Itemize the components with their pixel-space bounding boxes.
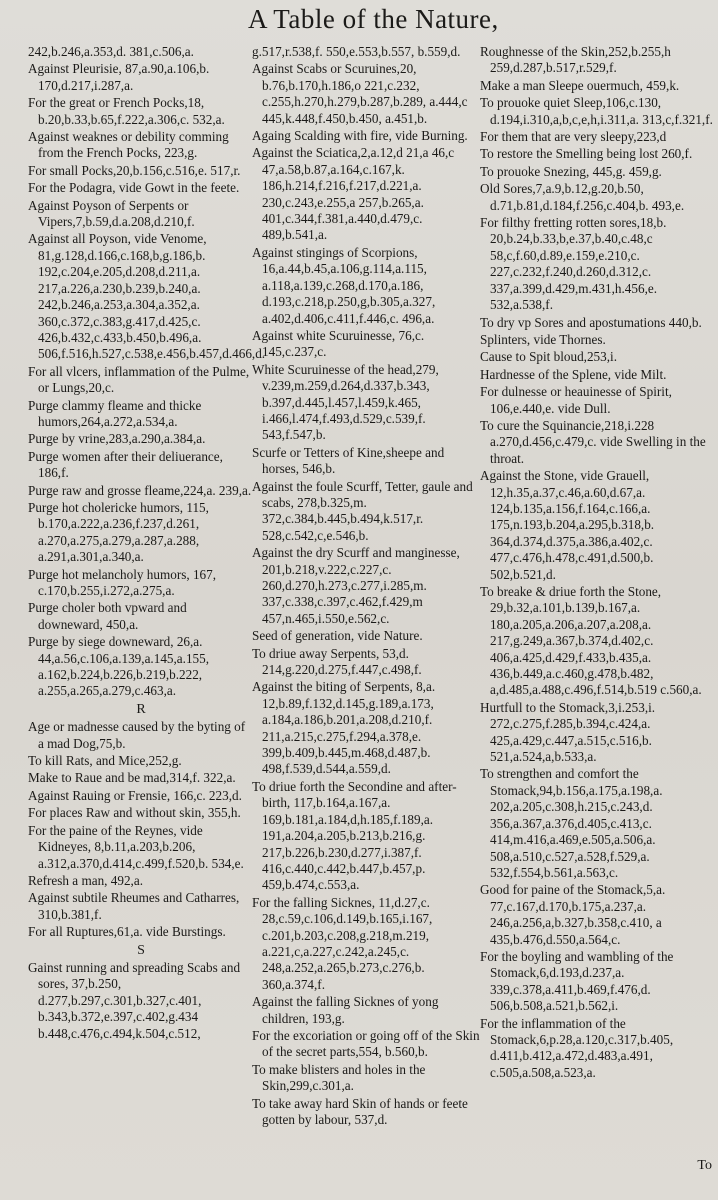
index-column-2 [252, 44, 482, 1129]
index-entry: To prouoke Snezing, 445,g. 459,g. [480, 163, 662, 179]
index-entry: For the great or French Pocks,18, b.20,b.33,b.65,f.222,a.306,c. 532,a. [28, 95, 225, 127]
index-entry: For small Pocks,20,b.156,c.516,e. 517,r. [28, 162, 241, 178]
index-entry: Againg Scalding with fire, vide Burning. [252, 128, 468, 144]
index-entry: Purge raw and grosse fleame,224,a. 239,a. [28, 482, 252, 498]
index-entry: Hardnesse of the Splene, vide Milt. [480, 366, 667, 382]
index-entry: For dulnesse or heauinesse of Spirit, 106,e.440,e. vide Dull. [480, 384, 672, 416]
index-entry: Make a man Sleepe ouermuch, 459,k. [480, 77, 680, 93]
index-entry: Roughnesse of the Skin,252,b.255,h 259,d.287,b.517,r.529,f. [480, 44, 671, 76]
index-entry: For all vlcers, inflammation of the Pulme, or Lungs,20,c. [28, 363, 250, 396]
index-entry: Purge women after their deliuerance, 186,f. [28, 448, 223, 481]
index-entry: For the inflammation of the Stomack,6,p.28,a.120,c.317,b.405, d.411,b.412,a.472,d.483,a.491, c.505,a.508,a.523,a. [480, 1015, 674, 1080]
index-entry: Purge choler both vpward and downeward, 450,a. [28, 600, 187, 632]
index-entry: For the paine of the Reynes, vide Kidneyes, 8,b.11,a.203,b.206, a.312,a.370,d.414,c.499,f.520,b. 534,e. [28, 822, 244, 871]
index-entry: Make to Raue and be mad,314,f. 322,a. [28, 770, 236, 786]
index-entry: To strengthen and comfort the Stomack,94,b.156,a.175,a.198,a. 202,a.205,c.308,h.215,c.243,d. 356,a.367,a.376,d.405,c.413,c. 414,m.416,a.469,e.505,a.506,a. 508,a.510,c.527,a.528,f.529,a. 532,f.554,b.561,a.563,c. [480, 766, 663, 880]
index-entry: To prouoke quiet Sleep,106,c.130, d.194,i.310,a,b,c,e,h,i.311,a. 313,c,f.321,f. [480, 95, 713, 127]
index-entry: Purge hot cholericke humors, 115, b.170,a.222,a.236,f.237,d.261, a.270,a.275,a.279,a.287,a.288, a.291,a.301,a.340,a. [28, 499, 209, 565]
section-letter: S [137, 942, 145, 958]
index-entry: Against Scabs or Scuruines,20, b.76,b.170,h.186,o 221,c.232, c.255,h.270,h.279,b.287,b.289, a.444,c 445,k.448,f.450,b.450, a.451,b. [252, 61, 468, 126]
index-entry: 242,b.246,a.353,d. 381,c.506,a. [28, 44, 194, 59]
index-entry: Purge by siege downeward, 26,a. 44,a.56,c.106,a.139,a.145,a.155, a.162,b.224,b.226,b.219,b.222, a.255,a.265,a.279,c.463,a. [28, 634, 210, 699]
index-entry: Against all Poyson, vide Venome, 81,g.128,d.166,c.168,b,g.186,b. 192,c.204,e.205,d.208,d.211,a. 217,a.226,a.230,b.239,b.240,a. 242,b.246,a.253,a.304,a.352,a. 360,c.372,c.383,g.417,d.425,c. 426,b.432,c.433,b.450,b.496,a. 506,f.516,h.527,c.538,e.456,b.457,d.466,d. [28, 231, 266, 362]
index-entry: For the Podagra, vide Gowt in the feete. [28, 180, 240, 196]
index-entry: Refresh a man, 492,a. [28, 872, 143, 888]
index-entry: For them that are very sleepy,223,d [480, 129, 667, 145]
index-column-1 [28, 44, 266, 1043]
index-entry: For the boyling and wambling of the Stomack,6,d.193,d.237,a. 339,c.378,a.411,b.469,f.476,d. 506,b.508,a.521,b.562,i. [480, 948, 674, 1014]
index-entry: Age or madnesse caused by the byting of a mad Dog,75,b. [28, 719, 246, 751]
index-entry: g.517,r.538,f. 550,e.553,b.557, b.559,d. [252, 44, 461, 59]
index-entry: Against Poyson of Serpents or Vipers,7,b.59,d.a.208,d.210,f. [28, 197, 195, 230]
index-entry: To kill Rats, and Mice,252,g. [28, 753, 182, 769]
index-entry: To take away hard Skin of hands or feete gotten by labour, 537,d. [252, 1095, 468, 1127]
index-entry: To breake & driue forth the Stone, 29,b.32,a.101,b.139,b.167,a. 180,a.205,a.206,a.207,a.208,a. 217,g.249,a.367,b.374,d.402,c. 406,a.425,d.429,f.433,b.435,a. 436,b.449,a.c.460,g.478,b.482, a,d.485,a.488,c.496,f.514,b.519 c.560,a. [480, 584, 702, 698]
index-entry: Seed of generation, vide Nature. [252, 628, 423, 644]
index-entry: To driue forth the Secondine and after-birth, 117,b.164,a.167,a. 169,b.181,a.184,d,h.185,f.189,a. 191,a.204,a.205,b.213,b.216,g. 217,b.226,b.230,d.277,i.387,f. 416,c.440,c.442,b.447,b.457,p. 459,b.474,c.553,a. [252, 778, 457, 893]
index-entry: To restore the Smelling being lost 260,f. [480, 146, 693, 162]
index-entry: For all Ruptures,61,a. vide Burstings. [28, 924, 226, 940]
section-letter: R [136, 701, 146, 717]
index-entry: Against weaknes or debility comming from the French Pocks, 223,g. [28, 129, 229, 161]
index-entry: Against the Stone, vide Grauell, 12,h.35,a.37,c.46,a.60,d.67,a. 124,b.135,a.156,f.164,c.166,a. 175,n.193,b.204,a.295,b.318,b. 364,d.374,d.375,a.386,a.402,c. 477,c.476,h.478,c.491,d.500,b. 502,b.521,d. [480, 468, 655, 582]
index-entry: Good for paine of the Stomack,5,a. 77,c.167,d.170,b.175,a.237,a. 246,a.256,a,b.327,b.358,c.410, a 435,b.476,d.550,a.564,c. [480, 882, 666, 947]
index-entry: For the falling Sicknes, 11,d.27,c. 28,c.59,c.106,d.149,b.165,i.167, c.201,b.203,c.208,g.218,m.219, a.221,c,a.227,c.242,a.245,c. 248,a.252,a.265,b.273,c.276,b. 360,a.374,f. [252, 894, 433, 992]
index-entry: To cure the Squinancie,218,i.228 a.270,d.456,c.479,c. vide Swelling in the throat. [480, 417, 706, 466]
index-column-3 [480, 44, 716, 1082]
index-entry: Against white Scuruinesse, 76,c. 145,c.237,c. [252, 327, 425, 360]
index-entry: Against the foule Scurff, Tetter, gaule and scabs, 278,b.325,m. 372,c.384,b.445,b.494,k.517,r. 528,c.542,c,e.546,b. [252, 478, 473, 543]
index-entry: Gainst running and spreading Scabs and sores, 37,b.250, d.277,b.297,c.301,b.327,c.401, b.343,b.372,e.397,c.402,g.434 b.448,c.476,c.494,k.504,c.512, [28, 959, 241, 1041]
index-entry: Purge by vrine,283,a.290,a.384,a. [28, 431, 206, 447]
index-entry: Against Rauing or Frensie, 166,c. 223,d. [28, 787, 242, 803]
index-entry: Against the falling Sicknes of yong children, 193,g. [252, 994, 439, 1026]
index-entry: To dry vp Sores and apostumations 440,b. [480, 314, 702, 330]
index-entry: Against the dry Scurff and manginesse, 201,b.218,v.222,c.227,c. 260,d.270,h.273,c.277,i.285,m. 337,c.338,c.397,c.462,f.429,m 457,n.465,i.550,e.562,c. [252, 545, 460, 626]
index-entry: Hurtfull to the Stomack,3,i.253,i. 272,c.275,f.285,b.394,c.424,a. 425,a.429,c.447,a.515,c.516,b. 521,a.524,a,b.533,a. [480, 699, 656, 765]
index-entry: Purge hot melancholy humors, 167, c.170,b.255,i.272,a.275,a. [28, 566, 217, 598]
index-entry: Against subtile Rheumes and Catharres, 310,b.381,f. [28, 890, 240, 922]
index-entry: Against the Sciatica,2,a.12,d 21,a 46,c 47,a.58,b.87,a.164,c.167,k. 186,h.214,f.216,f.217,d.221,a. 230,c.243,e.255,a 257,b.265,a. 401,c.344,f.381,a.440,d.479,c. 489,b.541,a. [252, 145, 455, 243]
page-title: A Table of the Nature, [248, 4, 499, 34]
index-entry: Against stingings of Scorpions, 16,a.44,b.45,a.106,g.114,a.115, a.118,a.139,c.268,d.170,a.186, d.193,c.218,p.250,g,b.305,a.327, a.402,d.406,c.411,f.446,c. 496,a. [252, 244, 436, 326]
index-entry: For places Raw and without skin, 355,h. [28, 805, 241, 821]
index-entry: For the excoriation or going off of the Skin of the secret parts,554, b.560,b. [252, 1027, 480, 1060]
index-entry: Cause to Spit bloud,253,i. [480, 349, 618, 365]
index-entry: Purge clammy fleame and thicke humors,264,a.272,a.534,a. [28, 397, 202, 429]
index-entry: To driue away Serpents, 53,d. 214,g.220,d.275,f.447,c.498,f. [252, 645, 422, 678]
index-entry: Against the biting of Serpents, 8,a. 12,b.89,f.132,d.145,g.189,a.173, a.184,a.186,b.201,a.208,d.210,f. 211,a.215,c.275,f.294,a.378,e. 399,b.409,b.445,m.468,d.487,b. 498,f.539,d.544,a.559,d. [252, 679, 436, 777]
index-entry: Against Pleurisie, 87,a.90,a.106,b. 170,d.217,i.287,a. [28, 61, 210, 93]
index-entry: White Scuruinesse of the head,279, v.239,m.259,d.264,d.337,b.343, b.397,d.445,l.457,l.459,k.465, i.466,l.474,f.493,d.529,c.539,f. 543,f.547,b. [252, 361, 439, 443]
index-entry: To make blisters and holes in the Skin,299,c.301,a. [252, 1061, 426, 1094]
index-entry: For filthy fretting rotten sores,18,b. 20,b.24,b.33,b,e.37,b.40,c.48,c 58,c,f.60,d.89,e.159,e.210,c. 227,c.232,f.240,d.260,d.312,c. 337,a.399,d.429,m.431,h.456,e. 532,a.538,f. [480, 215, 667, 313]
index-entry: Scurfe or Tetters of Kine,sheepe and horses, 546,b. [252, 444, 445, 477]
index-entry: Old Sores,7,a.9,b.12,g.20,b.50, d.71,b.81,d.184,f.256,c.404,b. 493,e. [480, 181, 685, 213]
index-entry: Splinters, vide Thornes. [480, 331, 606, 347]
catchword: To [697, 1158, 712, 1173]
